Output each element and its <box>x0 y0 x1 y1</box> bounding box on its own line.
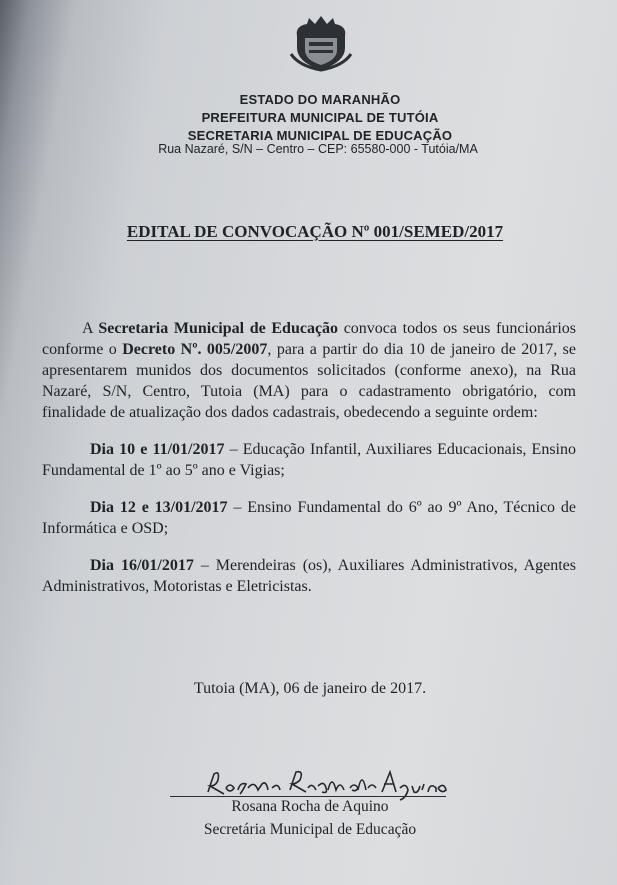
header-secretariat: SECRETARIA MUNICIPAL DE EDUCAÇÃO <box>187 128 453 143</box>
signatory-name: Rosana Rocha de Aquino <box>231 798 389 815</box>
schedule-item <box>42 439 576 481</box>
header-address: Rua Nazaré, S/N – Centro – CEP: 65580-000 - Tutóia/MA <box>158 142 478 156</box>
intro-decree: Decreto Nº. 005/2007 <box>122 341 268 358</box>
schedule-day: Dia 16/01/2017 <box>90 557 194 574</box>
coat-of-arms-icon <box>289 14 353 72</box>
schedule-item <box>42 497 576 539</box>
intro-paragraph: A Secretaria Municipal de Educação convoca todos os seus funcionários conforme o Decreto Nº. 005/2007, para a partir do dia 10 de janeiro de 2017, se apresentarem munidos dos documentos solicitados (conforme anexo), na Rua Nazaré, S/N, Centro, Tutoia (MA) para o cadastramento obrigatório, com finalidade de atualização dos dados cadastrais, obedecendo a seguinte ordem: <box>42 320 577 421</box>
schedule-day: Dia 12 e 13/01/2017 <box>90 499 228 516</box>
place-date: Tutoia (MA), 06 de janeiro de 2017. <box>193 680 427 697</box>
signature-line <box>170 796 446 797</box>
header-prefecture: PREFEITURA MUNICIPAL DE TUTÓIA <box>201 110 439 125</box>
intro-org: Secretaria Municipal de Educação <box>98 320 339 337</box>
header-state: ESTADO DO MARANHÃO <box>239 92 401 107</box>
document-title: EDITAL DE CONVOCAÇÃO Nº 001/SEMED/2017 <box>126 222 504 241</box>
signatory-role: Secretária Municipal de Educação <box>203 821 417 838</box>
schedule-day: Dia 10 e 11/01/2017 <box>90 441 225 458</box>
schedule-text: – Educação Infantil, Auxiliares Educacionais, Ensino Fundamental de 1º ao 5º ano e Vigias; <box>42 441 577 479</box>
schedule-item <box>42 555 576 597</box>
document-body <box>42 318 576 613</box>
schedule-text: – Ensino Fundamental do 6º ao 9º Ano, Técnico de Informática e OSD; <box>42 499 576 537</box>
schedule-text: – Merendeiras (os), Auxiliares Administrativos, Agentes Administrativos, Motoristas e Eletricistas. <box>42 557 577 595</box>
